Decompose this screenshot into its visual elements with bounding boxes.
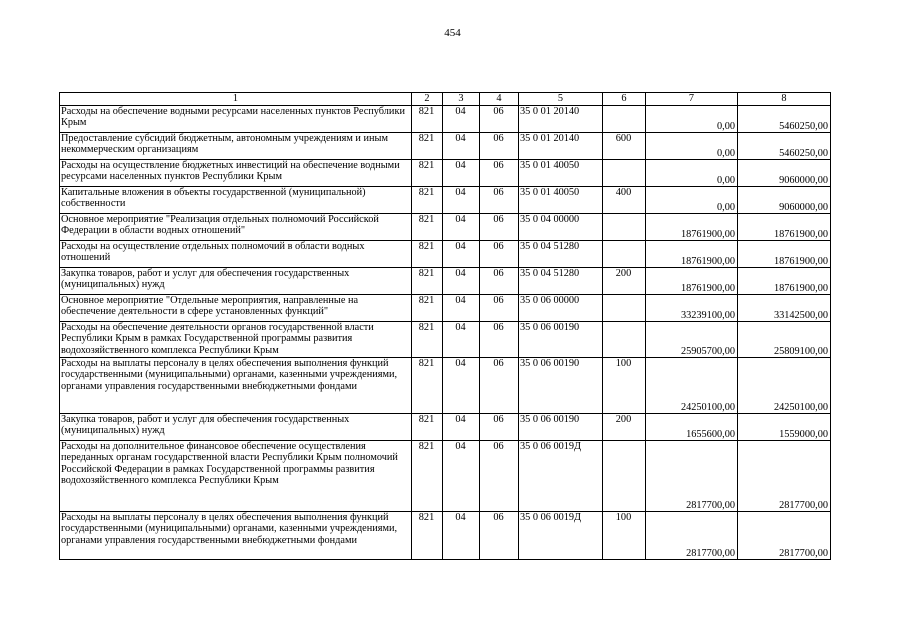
row-name: Расходы на осуществление бюджетных инвестиций на обеспечение водными ресурсами населенных пунктов Республики Крым [60,160,412,187]
row-admin-code: 821 [412,512,443,560]
row-amount-col7: 2817700,00 [646,512,738,560]
table-row [60,133,831,160]
row-name: Закупка товаров, работ и услуг для обеспечения государственных (муниципальных) нужд [60,268,412,295]
table-row [60,241,831,268]
header-col-6: 6 [603,93,646,106]
row-admin-code: 821 [412,295,443,322]
row-target-code: 35 0 06 0019Д [519,512,603,560]
budget-table [59,92,831,560]
row-subsection: 06 [480,441,519,512]
row-amount-col7: 18761900,00 [646,241,738,268]
table-row [60,322,831,358]
row-amount-col8: 33142500,00 [738,295,831,322]
table-row [60,160,831,187]
row-target-code: 35 0 04 51280 [519,241,603,268]
row-amount-col8: 9060000,00 [738,160,831,187]
row-expense-type [603,441,646,512]
row-amount-col8: 18761900,00 [738,268,831,295]
row-section: 04 [443,106,480,133]
row-expense-type: 100 [603,358,646,414]
row-subsection: 06 [480,133,519,160]
table-row [60,106,831,133]
table-header-row [60,93,831,106]
row-section: 04 [443,322,480,358]
row-expense-type [603,214,646,241]
row-amount-col7: 0,00 [646,106,738,133]
table-row [60,187,831,214]
row-amount-col8: 1559000,00 [738,414,831,441]
row-admin-code: 821 [412,358,443,414]
row-section: 04 [443,133,480,160]
row-subsection: 06 [480,512,519,560]
row-admin-code: 821 [412,106,443,133]
row-expense-type: 200 [603,414,646,441]
row-target-code: 35 0 06 00190 [519,322,603,358]
row-expense-type: 200 [603,268,646,295]
row-section: 04 [443,241,480,268]
row-name: Капитальные вложения в объекты государственной (муниципальной) собственности [60,187,412,214]
row-admin-code: 821 [412,160,443,187]
row-subsection: 06 [480,187,519,214]
row-amount-col8: 5460250,00 [738,106,831,133]
row-amount-col7: 25905700,00 [646,322,738,358]
row-target-code: 35 0 01 20140 [519,106,603,133]
row-section: 04 [443,214,480,241]
row-section: 04 [443,160,480,187]
row-target-code: 35 0 01 40050 [519,160,603,187]
row-amount-col8: 18761900,00 [738,214,831,241]
row-admin-code: 821 [412,187,443,214]
row-name: Основное мероприятие "Отдельные мероприятия, направленные на обеспечение деятельности в сфере установленных функций" [60,295,412,322]
row-admin-code: 821 [412,268,443,295]
row-amount-col7: 1655600,00 [646,414,738,441]
row-target-code: 35 0 01 40050 [519,187,603,214]
row-admin-code: 821 [412,241,443,268]
row-amount-col7: 0,00 [646,160,738,187]
row-subsection: 06 [480,414,519,441]
row-target-code: 35 0 06 00000 [519,295,603,322]
row-section: 04 [443,358,480,414]
row-amount-col7: 2817700,00 [646,441,738,512]
row-name: Расходы на обеспечение деятельности органов государственной власти Республики Крым в рамках Государственной программы развития водохозяйственного комплекса Республики Крым [60,322,412,358]
row-name: Расходы на дополнительное финансовое обеспечение осуществления переданных органам государственной власти Республики Крым полномочий Российской Федерации в рамках Государственной программы развития водохозяйственного комплекса Республики Крым [60,441,412,512]
row-section: 04 [443,295,480,322]
row-amount-col8: 18761900,00 [738,241,831,268]
row-target-code: 35 0 04 51280 [519,268,603,295]
table-row [60,441,831,512]
row-admin-code: 821 [412,214,443,241]
row-target-code: 35 0 06 00190 [519,358,603,414]
header-col-4: 4 [480,93,519,106]
row-admin-code: 821 [412,322,443,358]
row-expense-type [603,241,646,268]
row-amount-col7: 0,00 [646,187,738,214]
row-target-code: 35 0 06 0019Д [519,441,603,512]
table-row [60,214,831,241]
table-row [60,358,831,414]
row-amount-col8: 5460250,00 [738,133,831,160]
header-col-7: 7 [646,93,738,106]
header-col-8: 8 [738,93,831,106]
row-amount-col7: 24250100,00 [646,358,738,414]
row-expense-type [603,106,646,133]
row-section: 04 [443,414,480,441]
table-row [60,295,831,322]
row-subsection: 06 [480,214,519,241]
row-expense-type: 100 [603,512,646,560]
row-amount-col7: 0,00 [646,133,738,160]
row-expense-type: 400 [603,187,646,214]
row-amount-col8: 24250100,00 [738,358,831,414]
row-subsection: 06 [480,106,519,133]
row-name: Расходы на выплаты персоналу в целях обеспечения выполнения функций государственными (муниципальными) органами, казенными учреждениями, органами управления государственными внебюджетными фондами [60,512,412,560]
table-row [60,512,831,560]
row-admin-code: 821 [412,441,443,512]
row-admin-code: 821 [412,133,443,160]
header-col-5: 5 [519,93,603,106]
row-amount-col8: 2817700,00 [738,512,831,560]
page-number: 454 [444,27,461,39]
row-target-code: 35 0 01 20140 [519,133,603,160]
row-subsection: 06 [480,322,519,358]
row-admin-code: 821 [412,414,443,441]
row-subsection: 06 [480,295,519,322]
row-section: 04 [443,187,480,214]
row-subsection: 06 [480,241,519,268]
row-section: 04 [443,441,480,512]
header-col-3: 3 [443,93,480,106]
table-row [60,414,831,441]
row-expense-type [603,160,646,187]
header-col-2: 2 [412,93,443,106]
row-name: Закупка товаров, работ и услуг для обеспечения государственных (муниципальных) нужд [60,414,412,441]
row-section: 04 [443,512,480,560]
row-amount-col7: 33239100,00 [646,295,738,322]
row-expense-type: 600 [603,133,646,160]
row-expense-type [603,322,646,358]
row-subsection: 06 [480,160,519,187]
row-name: Расходы на осуществление отдельных полномочий в области водных отношений [60,241,412,268]
row-target-code: 35 0 04 00000 [519,214,603,241]
row-name: Расходы на выплаты персоналу в целях обеспечения выполнения функций государственными (муниципальными) органами, казенными учреждениями, органами управления государственными внебюджетными фондами [60,358,412,414]
row-name: Предоставление субсидий бюджетным, автономным учреждениям и иным некоммерческим организациям [60,133,412,160]
row-amount-col8: 9060000,00 [738,187,831,214]
row-target-code: 35 0 06 00190 [519,414,603,441]
row-subsection: 06 [480,358,519,414]
row-expense-type [603,295,646,322]
row-name: Расходы на обеспечение водными ресурсами населенных пунктов Республики Крым [60,106,412,133]
row-amount-col8: 2817700,00 [738,441,831,512]
row-amount-col7: 18761900,00 [646,214,738,241]
header-col-1: 1 [60,93,412,106]
row-subsection: 06 [480,268,519,295]
row-name: Основное мероприятие "Реализация отдельных полномочий Российской Федерации в области водных отношений" [60,214,412,241]
row-amount-col8: 25809100,00 [738,322,831,358]
row-amount-col7: 18761900,00 [646,268,738,295]
row-section: 04 [443,268,480,295]
table-row [60,268,831,295]
